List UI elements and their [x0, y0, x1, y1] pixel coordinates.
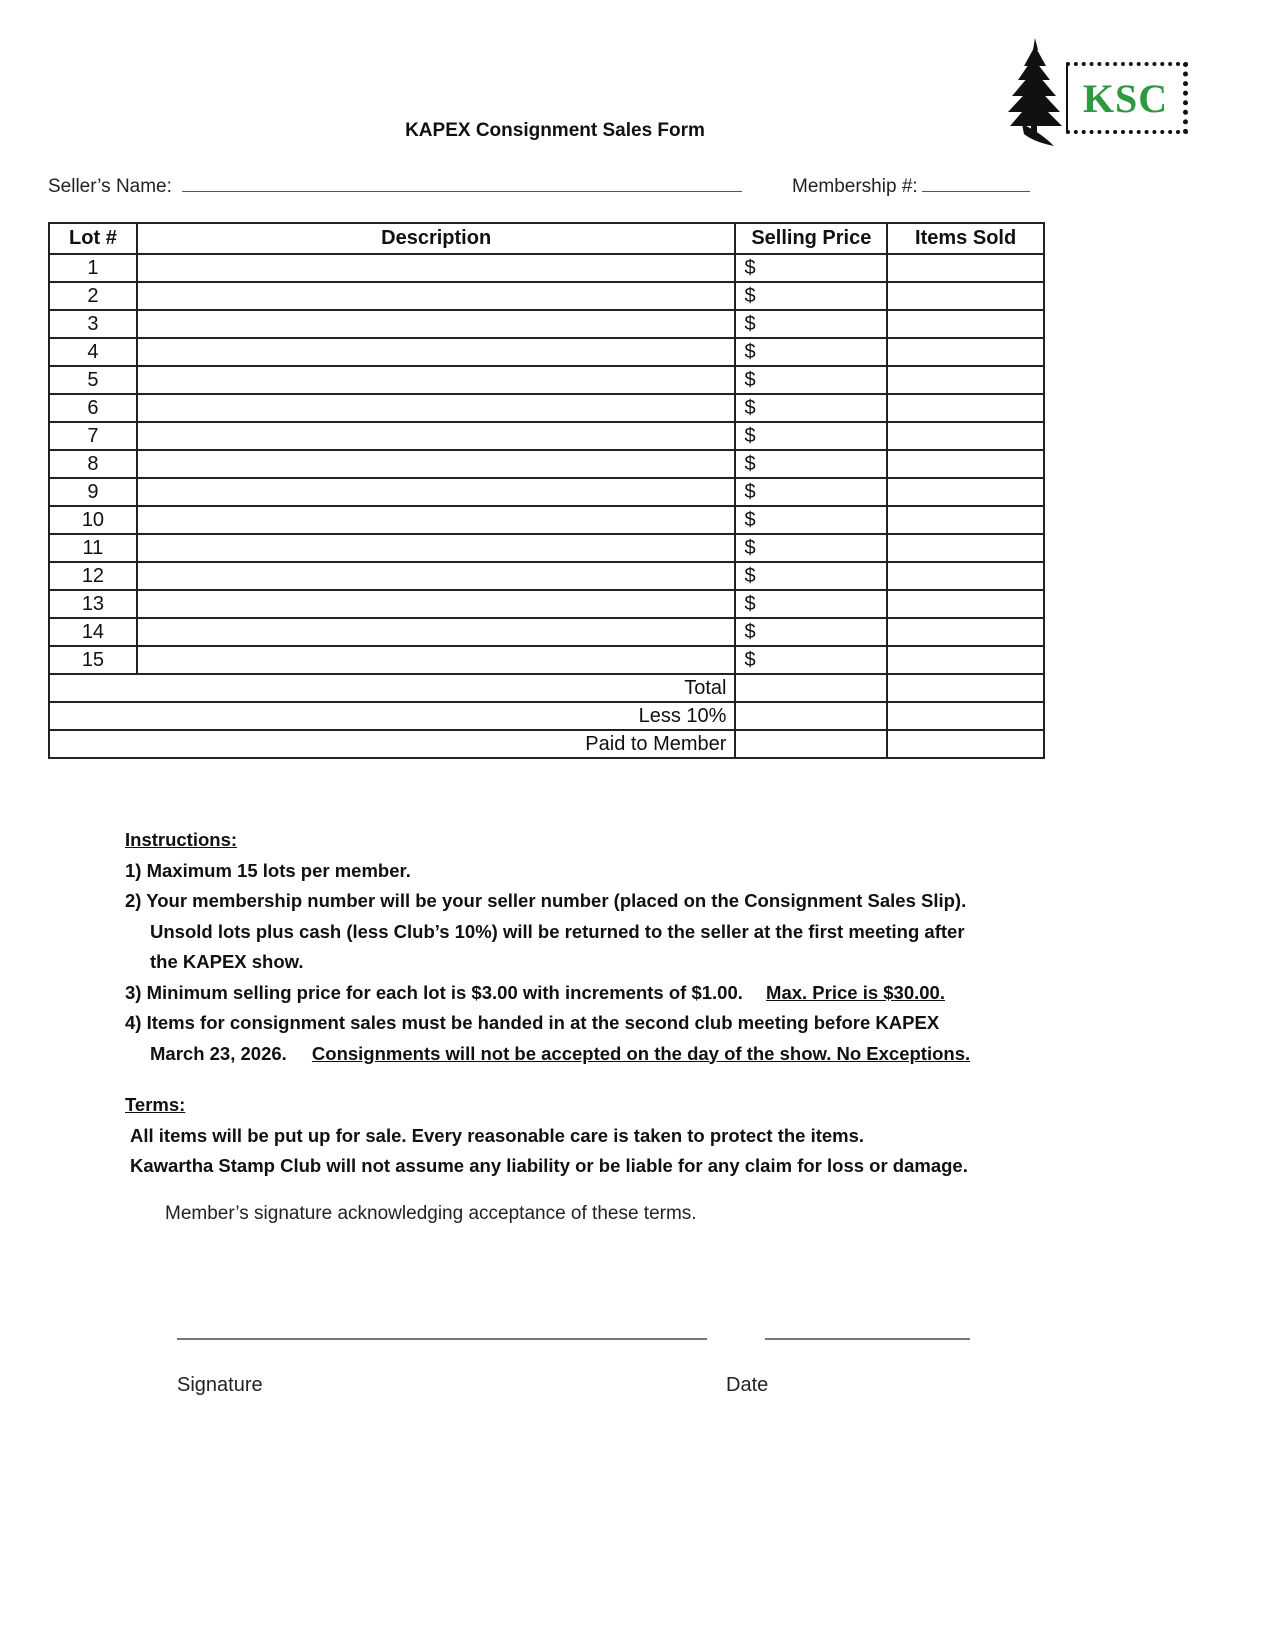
items-sold-cell[interactable]	[887, 366, 1044, 394]
membership-label: Membership #:	[792, 176, 918, 197]
items-sold-cell[interactable]	[887, 338, 1044, 366]
selling-price-cell[interactable]: $	[735, 506, 887, 534]
instruction-2-line-1: 2) Your membership number will be your seller number (placed on the Consignment Sales Slip).	[125, 890, 967, 911]
items-sold-cell[interactable]	[887, 478, 1044, 506]
description-cell[interactable]	[137, 590, 736, 618]
date-label: Date	[726, 1374, 769, 1396]
membership-field[interactable]	[922, 175, 1030, 192]
table-row	[49, 534, 1044, 562]
summary-sold-cell[interactable]	[887, 674, 1044, 702]
instruction-3	[125, 978, 1025, 1009]
description-cell[interactable]	[137, 646, 736, 674]
lot-number: 9	[49, 478, 137, 506]
lot-number: 7	[49, 422, 137, 450]
table-row	[49, 646, 1044, 674]
selling-price-cell[interactable]: $	[735, 282, 887, 310]
summary-price-cell[interactable]	[735, 674, 887, 702]
table-row	[49, 562, 1044, 590]
selling-price-cell[interactable]: $	[735, 254, 887, 282]
items-sold-cell[interactable]	[887, 646, 1044, 674]
lot-number: 13	[49, 590, 137, 618]
table-row	[49, 618, 1044, 646]
summary-row-less-10-percent	[49, 702, 1044, 730]
lot-number: 12	[49, 562, 137, 590]
table-row	[49, 394, 1044, 422]
terms-line-2: Kawartha Stamp Club will not assume any liability or be liable for any claim for loss or damage.	[130, 1155, 968, 1176]
consignment-table	[48, 222, 1045, 759]
sellers-name-label: Seller’s Name:	[48, 176, 172, 197]
instruction-4-no-exceptions: Consignments will not be accepted on the day of the show. No Exceptions.	[311, 1042, 971, 1064]
items-sold-cell[interactable]	[887, 254, 1044, 282]
description-cell[interactable]	[137, 366, 736, 394]
lot-number: 8	[49, 450, 137, 478]
selling-price-cell[interactable]: $	[735, 310, 887, 338]
selling-price-cell[interactable]: $	[735, 450, 887, 478]
lot-number: 2	[49, 282, 137, 310]
header-description: Description	[137, 223, 736, 254]
description-cell[interactable]	[137, 534, 736, 562]
description-cell[interactable]	[137, 562, 736, 590]
selling-price-cell[interactable]: $	[735, 646, 887, 674]
lot-number: 5	[49, 366, 137, 394]
sellers-name-field[interactable]	[182, 175, 742, 192]
instruction-4-line-1: 4) Items for consignment sales must be handed in at the second club meeting before KAPEX	[125, 1012, 940, 1033]
summary-sold-cell[interactable]	[887, 702, 1044, 730]
summary-label: Total	[49, 674, 735, 702]
description-cell[interactable]	[137, 310, 736, 338]
terms-line-1: All items will be put up for sale. Every reasonable care is taken to protect the items.	[130, 1124, 865, 1146]
description-cell[interactable]	[137, 254, 736, 282]
table-row	[49, 450, 1044, 478]
lot-number: 1	[49, 254, 137, 282]
instruction-2-line-2: Unsold lots plus cash (less Club’s 10%) will be returned to the seller at the first meeting after	[150, 920, 965, 942]
table-row	[49, 338, 1044, 366]
items-sold-cell[interactable]	[887, 506, 1044, 534]
items-sold-cell[interactable]	[887, 394, 1044, 422]
table-row	[49, 310, 1044, 338]
logo-text: KSC	[1082, 75, 1169, 121]
lot-number: 3	[49, 310, 137, 338]
summary-sold-cell[interactable]	[887, 730, 1044, 758]
summary-row-paid-to-member	[49, 730, 1044, 758]
selling-price-cell[interactable]: $	[735, 478, 887, 506]
terms-section	[125, 1090, 1025, 1182]
selling-price-cell[interactable]: $	[735, 338, 887, 366]
table-row	[49, 590, 1044, 618]
form-title: KAPEX Consignment Sales Form	[405, 120, 705, 141]
lot-number: 6	[49, 394, 137, 422]
lot-number: 15	[49, 646, 137, 674]
summary-price-cell[interactable]	[735, 730, 887, 758]
selling-price-cell[interactable]: $	[735, 394, 887, 422]
table-row	[49, 254, 1044, 282]
items-sold-cell[interactable]	[887, 450, 1044, 478]
signature-line[interactable]	[177, 1338, 707, 1340]
items-sold-cell[interactable]	[887, 422, 1044, 450]
signature-label: Signature	[177, 1374, 263, 1396]
date-line[interactable]	[765, 1338, 970, 1340]
instruction-2-line-3: the KAPEX show.	[150, 951, 304, 972]
instructions-section	[125, 825, 1025, 1069]
summary-label: Paid to Member	[49, 730, 735, 758]
selling-price-cell[interactable]: $	[735, 366, 887, 394]
description-cell[interactable]	[137, 618, 736, 646]
selling-price-cell[interactable]: $	[735, 618, 887, 646]
items-sold-cell[interactable]	[887, 534, 1044, 562]
items-sold-cell[interactable]	[887, 590, 1044, 618]
description-cell[interactable]	[137, 394, 736, 422]
lot-number: 14	[49, 618, 137, 646]
items-sold-cell[interactable]	[887, 562, 1044, 590]
selling-price-cell[interactable]: $	[735, 422, 887, 450]
description-cell[interactable]	[137, 282, 736, 310]
instruction-3-max-price: Max. Price is $30.00.	[766, 981, 945, 1003]
instructions-heading: Instructions:	[125, 829, 238, 850]
description-cell[interactable]	[137, 338, 736, 366]
membership-row	[792, 175, 1030, 198]
instruction-1: 1) Maximum 15 lots per member.	[125, 859, 411, 881]
table-row	[49, 282, 1044, 310]
items-sold-cell[interactable]	[887, 310, 1044, 338]
selling-price-cell[interactable]: $	[735, 590, 887, 618]
table-row	[49, 422, 1044, 450]
table-row	[49, 478, 1044, 506]
table-row	[49, 506, 1044, 534]
summary-label: Less 10%	[49, 702, 735, 730]
sellers-name-row	[48, 175, 742, 198]
summary-row-total	[49, 674, 1044, 702]
header-selling-price: Selling Price	[735, 223, 887, 254]
summary-price-cell[interactable]	[735, 702, 887, 730]
description-cell[interactable]	[137, 422, 736, 450]
instruction-4-line-2	[125, 1039, 1025, 1070]
selling-price-cell[interactable]: $	[735, 562, 887, 590]
lot-number: 11	[49, 534, 137, 562]
items-sold-cell[interactable]	[887, 282, 1044, 310]
instruction-3-text: 3) Minimum selling price for each lot is $3.00 with increments of $1.00.	[125, 981, 743, 1003]
table-header-row	[49, 223, 1044, 254]
header-lot: Lot #	[49, 223, 137, 254]
description-cell[interactable]	[137, 506, 736, 534]
instruction-4-date: March 23, 2026.	[150, 1042, 287, 1064]
lot-number: 10	[49, 506, 137, 534]
header-items-sold: Items Sold	[887, 223, 1044, 254]
table-row	[49, 366, 1044, 394]
terms-heading: Terms:	[125, 1094, 186, 1115]
lot-number: 4	[49, 338, 137, 366]
items-sold-cell[interactable]	[887, 618, 1044, 646]
description-cell[interactable]	[137, 478, 736, 506]
description-cell[interactable]	[137, 450, 736, 478]
acknowledgement-text: Member’s signature acknowledging acceptance of these terms.	[165, 1203, 697, 1224]
selling-price-cell[interactable]: $	[735, 534, 887, 562]
